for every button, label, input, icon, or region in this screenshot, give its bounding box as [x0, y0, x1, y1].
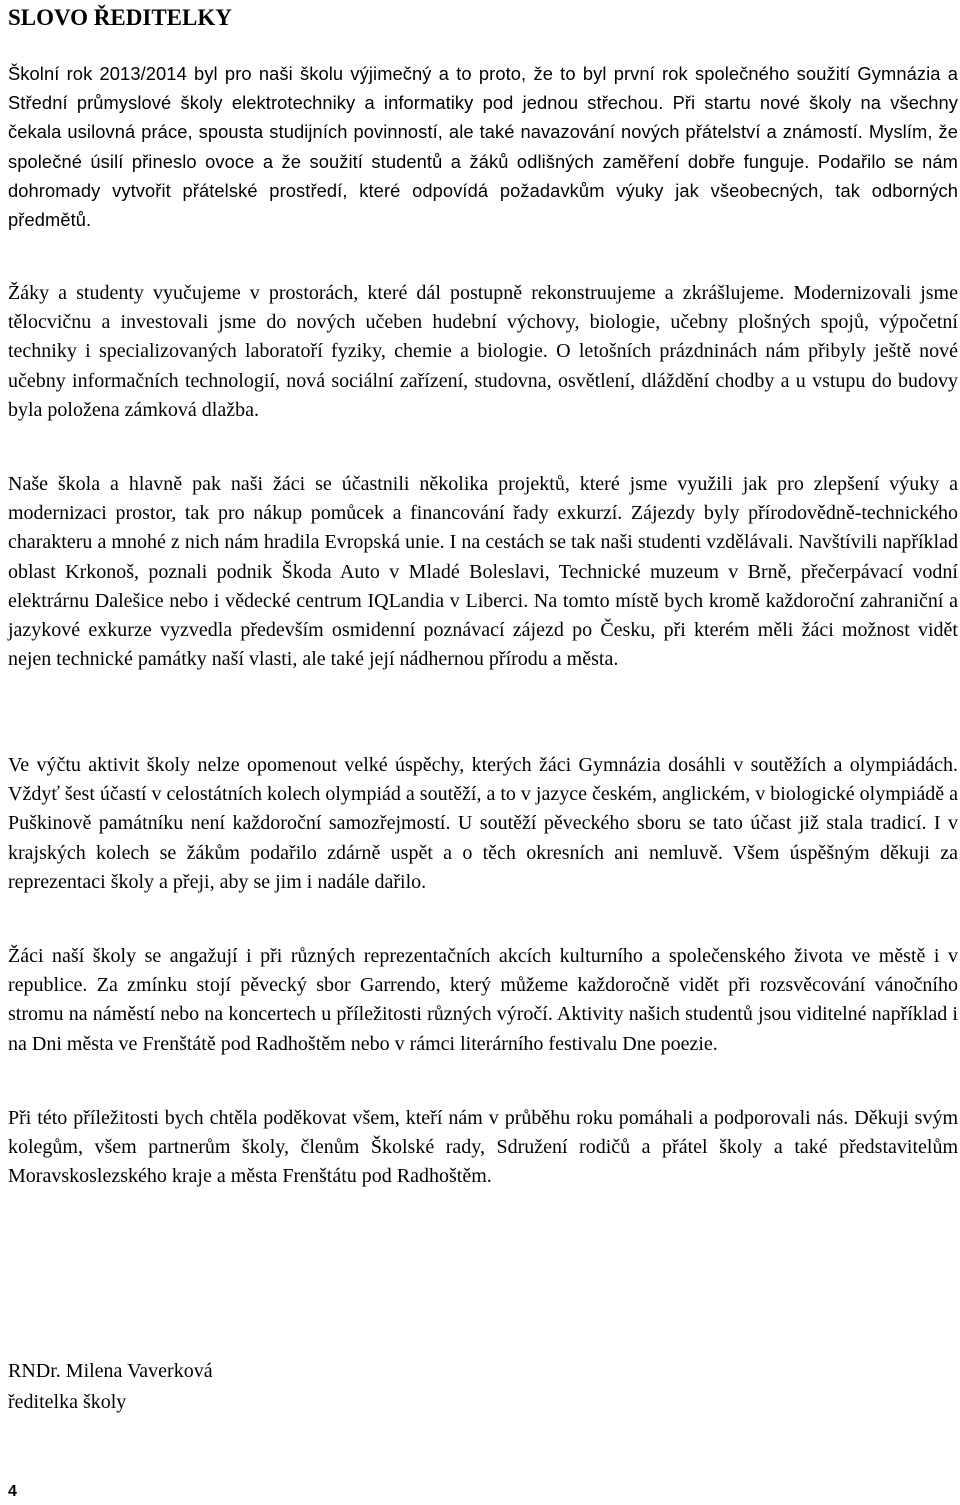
page-number: 4	[8, 1483, 17, 1500]
page-title: SLOVO ŘEDITELKY	[8, 5, 232, 30]
paragraph-competitions: Ve výčtu aktivit školy nelze opomenout velké úspěchy, kterých žáci Gymnázia dosáhli v soutěžích a olympiádách. Vždyť šest účastí v celostátních kolech olympiád a soutěží, a to v jazyce českém, anglickém, v biologické olympiádě a Puškinově památníku není každoroční samozřejmostí. U soutěží pěveckého sboru se tato účast již stala tradicí. I v krajských kolech se žákům podařilo zdárně uspět a o těch okresních ani nemluvě. Všem úspěšným děkuji za reprezentaci školy a přeji, aby se jim i nadále dařilo.	[8, 754, 958, 893]
paragraph-culture: Žáci naší školy se angažují i při různých reprezentačních akcích kulturního a společenského života ve městě i v republice. Za zmínku stojí pěvecký sbor Garrendo, který můžeme každoročně vidět při rozsvěcování vánočního stromu na náměstí nebo na koncertech u příležitosti různých výročí. Aktivity našich studentů jsou viditelné například i na Dni města ve Frenštátě pod Radhoštěm nebo v rámci literárního festivalu Dne poezie.	[8, 945, 958, 1055]
paragraph-projects: Naše škola a hlavně pak naši žáci se účastnili několika projektů, které jsme využili jak pro zlepšení výuky a modernizaci prostor, tak pro nákup pomůcek a financování řady exkurzí. Zájezdy byly přírodovědně-technického charakteru a mnohé z nich nám hradila Evropská unie. I na cestách se tak naši studenti vzdělávali. Navštívili například oblast Krkonoš, poznali podnik Škoda Auto v Mladé Boleslavi, Technické muzeum v Brně, přečerpávací vodní elektrárnu Dalešice nebo i vědecké centrum IQLandia v Liberci. Na tomto místě bych kromě každoroční zahraniční a jazykové exkurze vyzvedla především osmidenní poznávací zájezd po Česku, při kterém měli žáci možnost vidět nejen technické památky naší vlasti, ale také její nádhernou přírodu a města.	[8, 473, 958, 671]
signature-name: RNDr. Milena Vaverková	[8, 1360, 213, 1382]
paragraph-renovations: Žáky a studenty vyučujeme v prostorách, které dál postupně rekonstruujeme a zkrášlujeme. Modernizovali jsme tělocvičnu a investovali jsme do nových učeben hudební výchovy, biologie, učebny plošných spojů, výpočetní techniky i specializovaných laboratoří fyziky, chemie a biologie. O letošních prázdninách nám přibyly ještě nové učebny informačních technologií, nová sociální zařízení, studovna, osvětlení, dláždění chodby a u vstupu do budovy byla položena zámková dlažba.	[8, 282, 958, 421]
paragraph-school-year: Školní rok 2013/2014 byl pro naši školu výjimečný a to proto, že to byl první rok společného soužití Gymnázia a Střední průmyslové školy elektrotechniky a informatiky pod jednou střechou. Při startu nové školy na všechny čekala usilovná práce, spousta studijních povinností, ale také navazování nových přátelství a známostí. Myslím, že společné úsilí přineslo ovoce a že soužití studentů a žáků odlišných zaměření dobře funguje. Podařilo se nám dohromady vytvořit přátelské prostředí, které odpovídá požadavkům výuky jak všeobecných, tak odborných předmětů.	[8, 63, 958, 231]
paragraph-thanks: Při této příležitosti bych chtěla poděkovat všem, kteří nám v průběhu roku pomáhali a podporovali nás. Děkuji svým kolegům, všem partnerům školy, členům Školské rady, Sdružení rodičů a přátel školy a také představitelům Moravskoslezského kraje a města Frenštátu pod Radhoštěm.	[8, 1107, 958, 1188]
signature-role: ředitelka školy	[8, 1391, 127, 1413]
